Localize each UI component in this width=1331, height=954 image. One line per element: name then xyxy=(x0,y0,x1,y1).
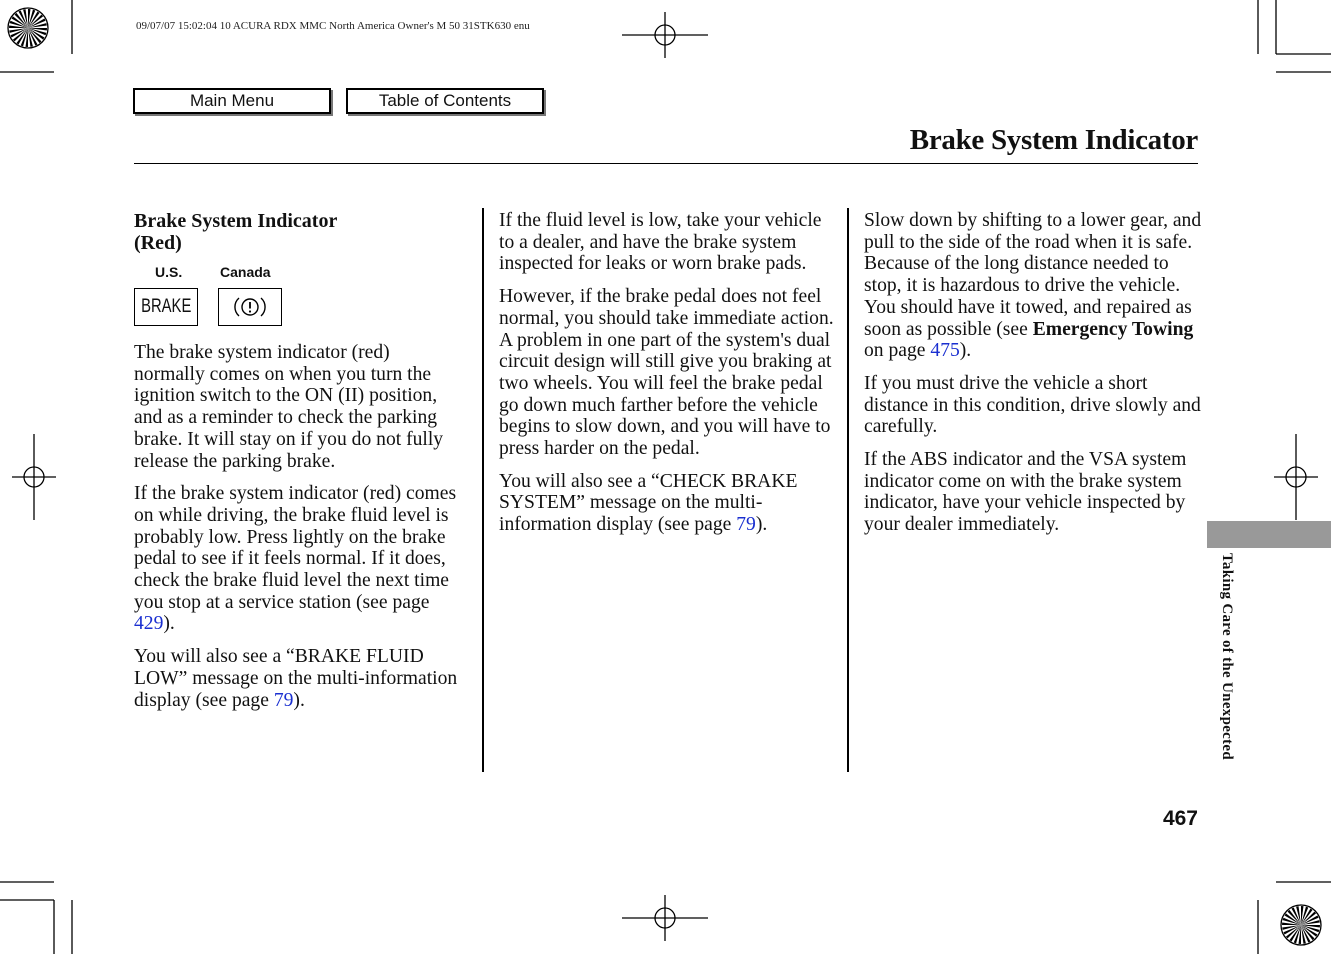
paragraph: Slow down by shifting to a lower gear, and pull to the side of the road when it is safe. Because of the long distance needed to stop, it is hazardous to drive the vehicle. You should have it towed, and repaired as soon as possible (see Emergency Towing on page 475). xyxy=(864,210,1202,362)
paragraph: If you must drive the vehicle a short distance in this condition, drive slowly and carefully. xyxy=(864,372,1201,438)
brake-warning-circle-icon xyxy=(230,293,270,321)
page-link-79[interactable]: 79 xyxy=(273,689,294,711)
section-tab-label: Taking Care of the Unexpected xyxy=(1219,553,1235,761)
paragraph: If the fluid level is low, take your vehicle to a dealer, and have the brake system inspected for leaks or worn brake pads. xyxy=(499,210,822,275)
paragraph: If the brake system indicator (red) comes on while driving, the brake fluid level is probably low. Press lightly on the brake pedal to see if it feels normal. If it does, check the brake fluid level the next time you stop at a service station (see page 429). xyxy=(134,483,457,635)
table-of-contents-button[interactable]: Table of Contents xyxy=(346,88,544,114)
brake-text: BRAKE xyxy=(140,296,192,318)
indicator-labels xyxy=(134,262,464,282)
section-heading xyxy=(134,210,464,254)
label-us: U.S. xyxy=(155,264,183,280)
page-link-79[interactable]: 79 xyxy=(736,514,756,536)
bold-reference: Emergency Towing xyxy=(1032,318,1194,340)
section-tab xyxy=(1207,521,1331,548)
page-number: 467 xyxy=(1162,807,1198,830)
heading-line-2: (Red) xyxy=(134,232,182,254)
column-divider xyxy=(847,208,849,772)
title-divider xyxy=(134,163,1198,164)
column-1 xyxy=(134,210,464,722)
brake-indicator-canada-icon xyxy=(218,288,282,326)
column-2 xyxy=(499,210,835,547)
heading-line-1: Brake System Indicator xyxy=(134,210,338,232)
column-divider xyxy=(482,208,484,772)
page-link-429[interactable]: 429 xyxy=(134,613,164,635)
paragraph: You will also see a “BRAKE FLUID LOW” message on the multi-information display (see page 79). xyxy=(134,646,458,711)
page-title: Brake System Indicator xyxy=(909,124,1198,156)
brake-indicator-us-icon xyxy=(134,288,198,326)
indicator-icons xyxy=(134,288,464,330)
registration-star-icon xyxy=(8,8,48,48)
page-link-475[interactable]: 475 xyxy=(930,340,960,362)
registration-star-icon xyxy=(1281,905,1321,945)
column-3 xyxy=(864,210,1204,547)
paragraph: If the ABS indicator and the VSA system indicator come on with the brake system indicator, have your vehicle inspected by your dealer immediately. xyxy=(864,449,1187,536)
print-header: 09/07/07 15:02:04 10 ACURA RDX MMC North America Owner's M 50 31STK630 enu xyxy=(136,20,530,32)
main-menu-button[interactable]: Main Menu xyxy=(133,88,331,114)
paragraph: However, if the brake pedal does not feel normal, you should take immediate action. A problem in one part of the system's dual circuit design will still give you braking at two wheels. You will feel the brake pedal go down much farther before the vehicle begins to slow down, and you will have to press harder on the pedal. xyxy=(499,286,834,460)
paragraph: The brake system indicator (red) normally comes on when you turn the ignition switch to the ON (II) position, and as a reminder to check the parking brake. It will stay on if you do not fully release the parking brake. xyxy=(134,342,444,472)
paragraph: You will also see a “CHECK BRAKE SYSTEM” message on the multi-information display (see page 79). xyxy=(499,470,798,536)
label-canada: Canada xyxy=(220,264,271,280)
